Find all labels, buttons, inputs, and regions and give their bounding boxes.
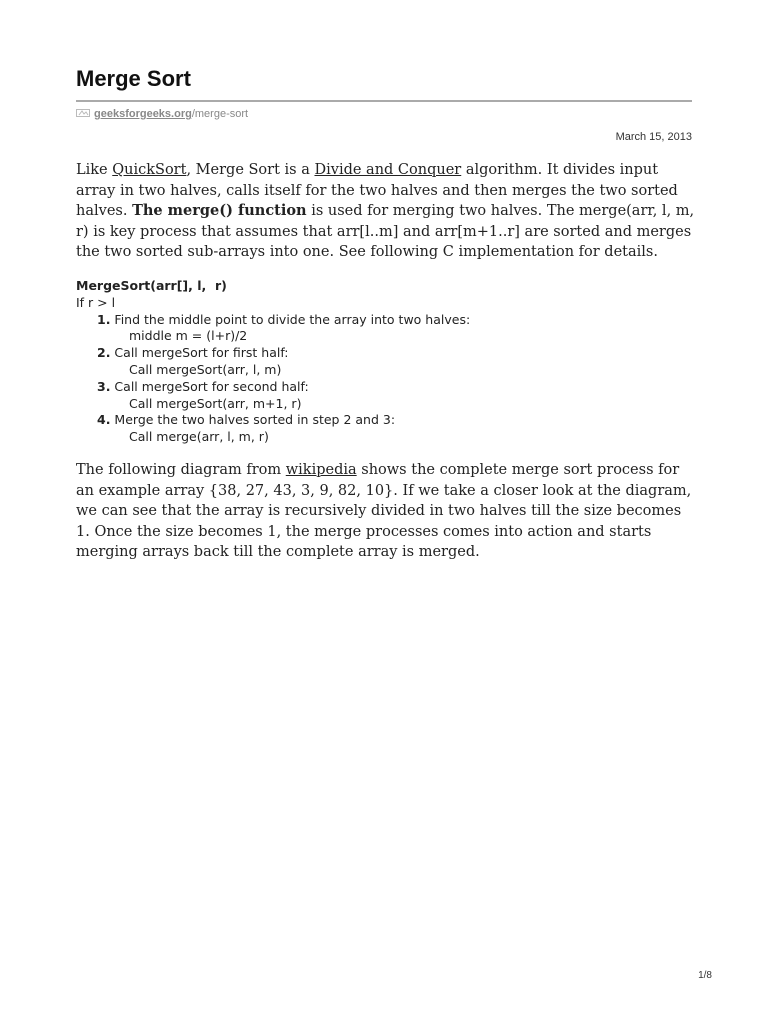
pseudocode-step: 4. Merge the two halves sorted in step 2 and 3: <box>97 412 396 428</box>
page-number: 1/8 <box>698 970 712 981</box>
source-domain[interactable]: geeksforgeeks.org <box>94 108 192 120</box>
link-icon <box>76 108 90 118</box>
pseudocode-substep: Call mergeSort(arr, l, m) <box>129 361 282 377</box>
pseudocode-substep: Call merge(arr, l, m, r) <box>129 429 269 445</box>
source-path[interactable]: /merge-sort <box>191 108 249 120</box>
pseudocode-heading: MergeSort(arr[], l, r) <box>76 278 227 293</box>
pseudocode-block <box>76 278 470 446</box>
pseudocode-step: 2. Call mergeSort for first half: <box>97 345 289 361</box>
pseudocode-substep: Call mergeSort(arr, m+1, r) <box>129 395 302 411</box>
wikipedia-link[interactable]: wikipedia <box>285 462 357 478</box>
publish-date: March 15, 2013 <box>615 131 692 143</box>
pseudocode-step: 1. Find the middle point to divide the array into two halves: <box>97 311 471 327</box>
page-title: Merge Sort <box>76 66 191 91</box>
pseudocode-condition: If r > l <box>76 294 116 310</box>
quicksort-link[interactable]: QuickSort <box>112 162 187 178</box>
merge-function-bold: The merge() function <box>132 202 307 219</box>
divide-and-conquer-link[interactable]: Divide and Conquer <box>314 162 462 178</box>
intro-paragraph: Like QuickSort, Merge Sort is a Divide and Conquer algorithm. It divides input array in two halves, calls itself for the two halves and then merges the two sorted halves. The merge() function is used for merging two halves. The merge(arr, l, m, r) is key process that assumes that arr[l..m] and arr[m+1..r] are sorted and merges the two sorted sub-arrays into one. See following C implementation for details. <box>76 162 695 260</box>
source-link[interactable] <box>76 108 248 120</box>
pseudocode-substep: middle m = (l+r)/2 <box>129 328 248 344</box>
title-divider <box>76 100 692 102</box>
diagram-paragraph: The following diagram from wikipedia shows the complete merge sort process for an example array {38, 27, 43, 3, 9, 82, 10}. If we take a closer look at the diagram, we can see that the array is recursively divided in two halves till the size becomes 1. Once the size becomes 1, the merge processes comes into action and starts merging arrays back till the complete array is merged. <box>76 462 692 560</box>
pseudocode-step: 3. Call mergeSort for second half: <box>97 378 309 394</box>
